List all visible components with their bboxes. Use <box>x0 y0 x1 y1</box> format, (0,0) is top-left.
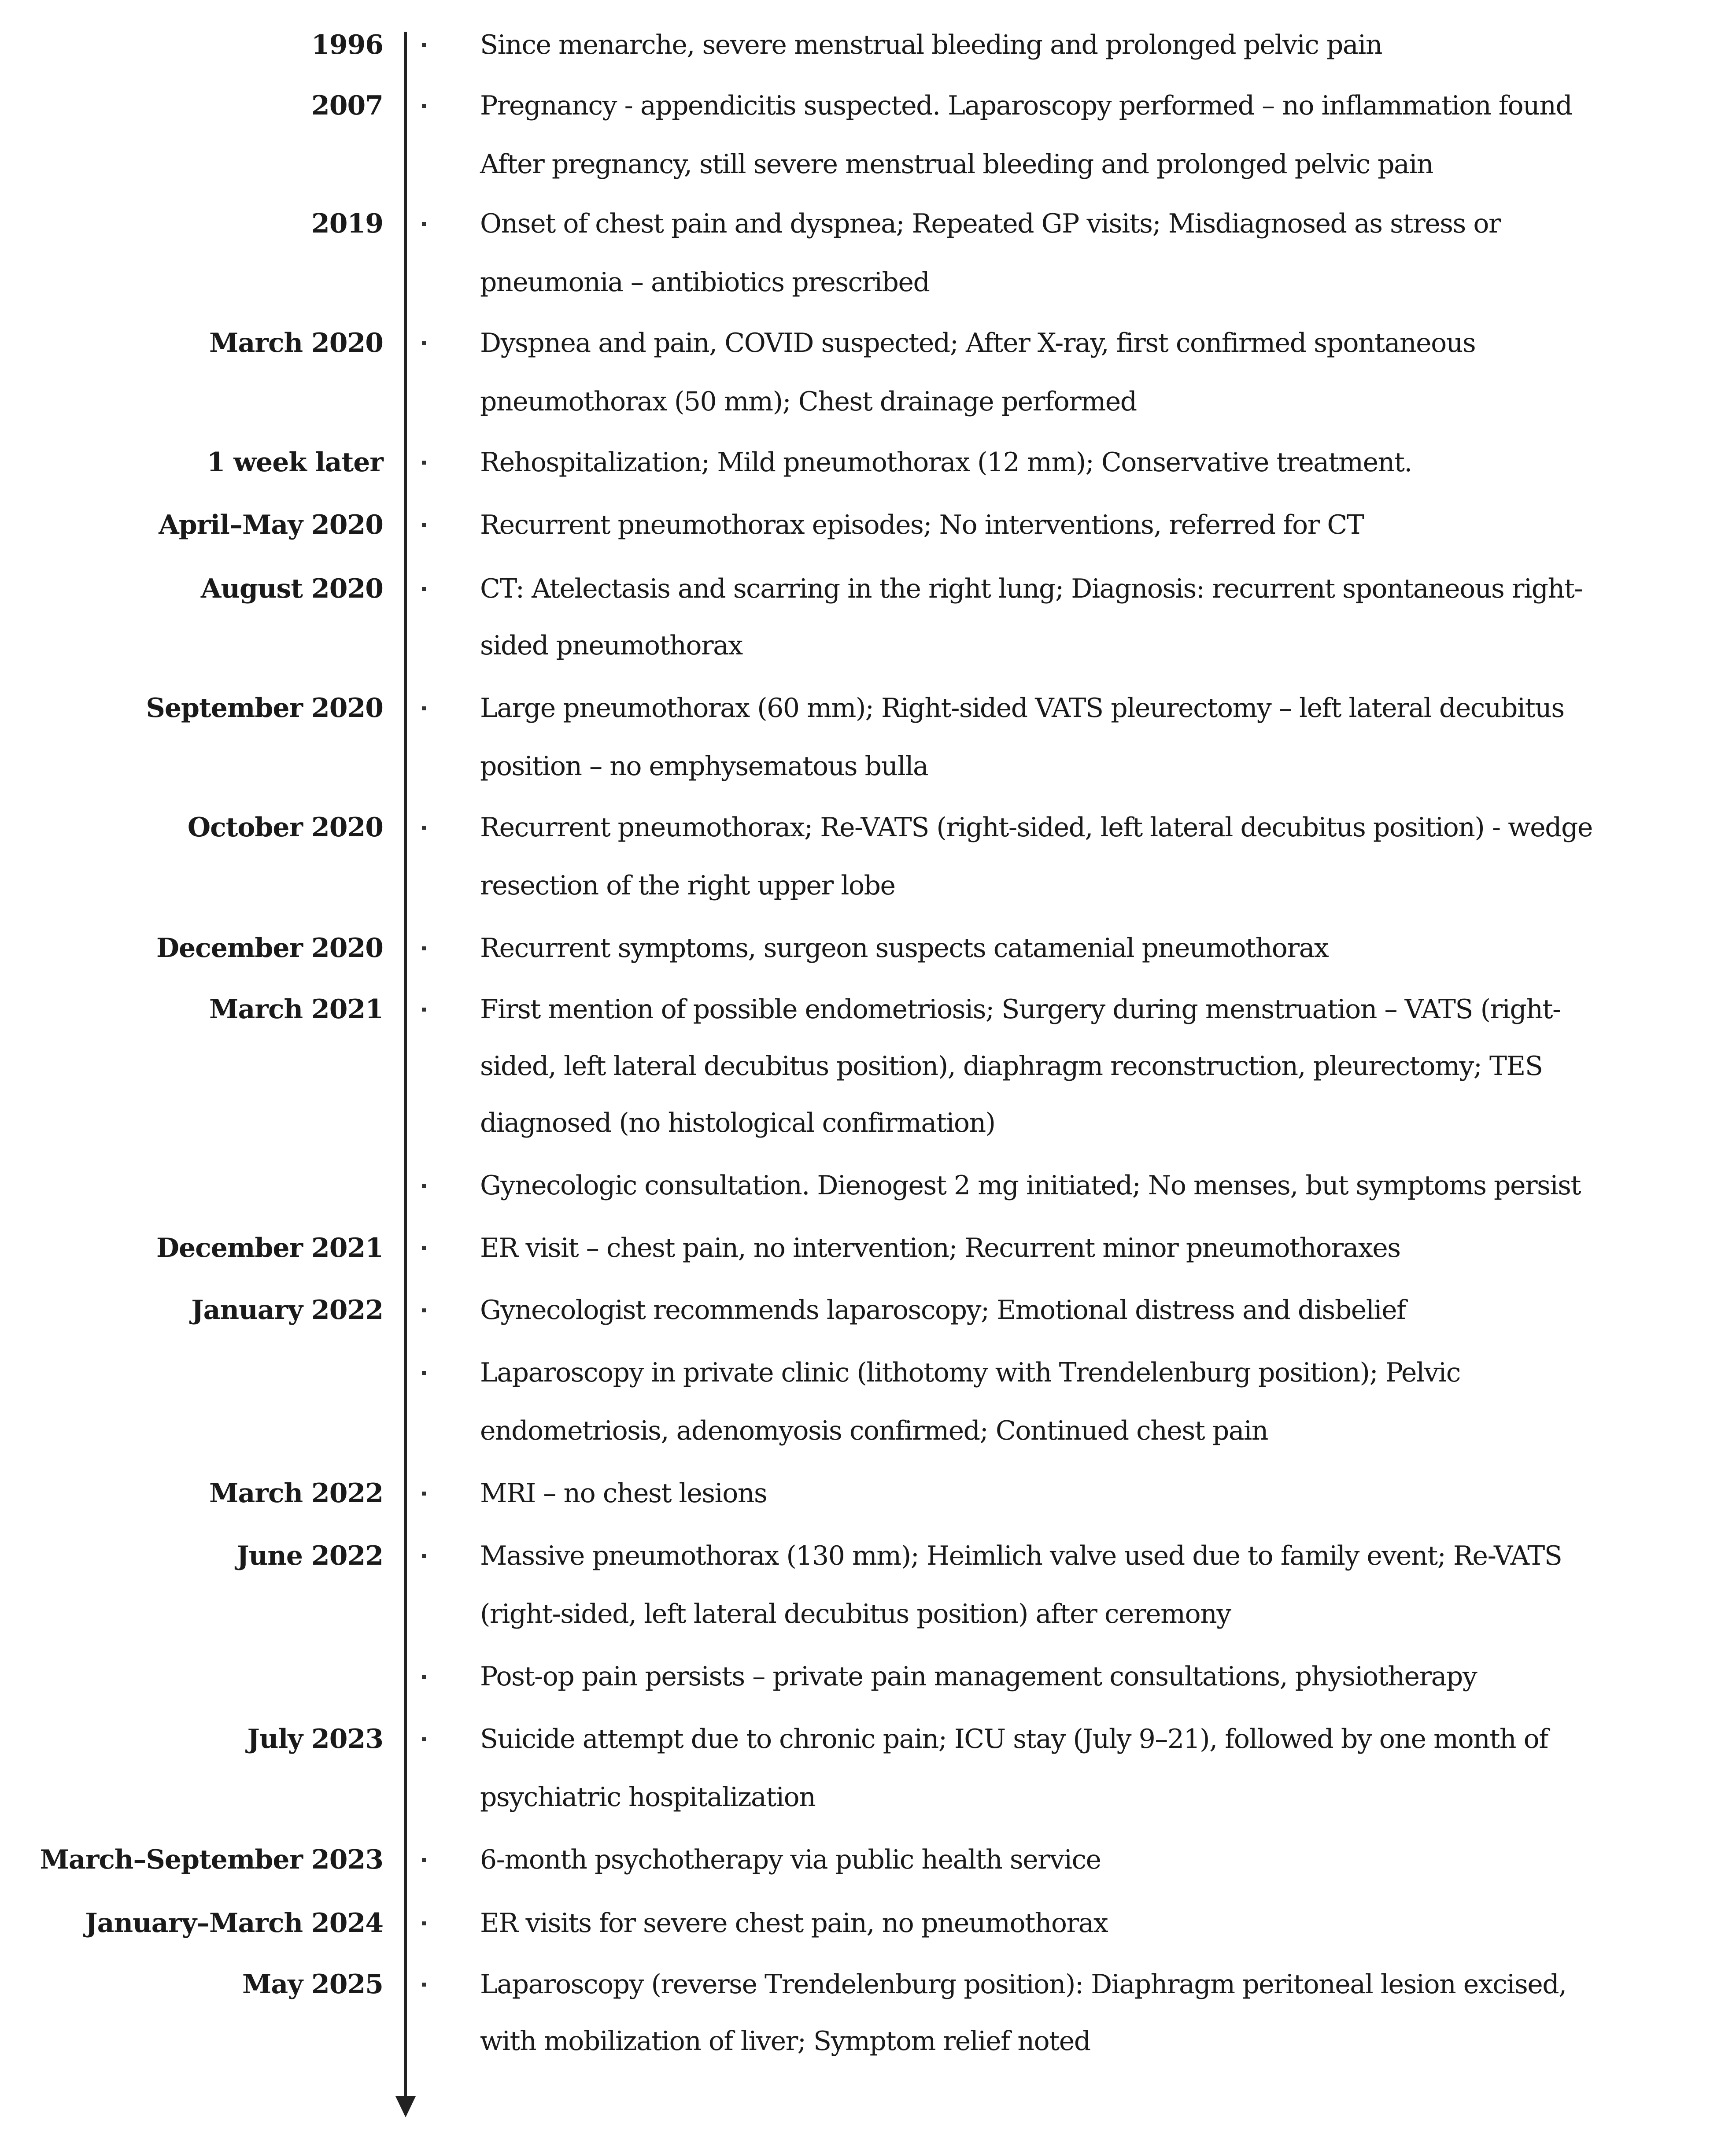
timeline-date: March 2021 <box>209 994 383 1025</box>
timeline-date: August 2020 <box>200 573 383 604</box>
bullet-icon <box>422 1737 426 1741</box>
timeline-event-text: Gynecologic consultation. Dienogest 2 mg initiated; No menses, but symptoms persist <box>480 1170 1581 1201</box>
timeline-date: December 2020 <box>156 933 383 964</box>
bullet-icon <box>422 1371 426 1375</box>
timeline-row <box>0 440 1736 498</box>
timeline-row <box>0 1044 1736 1101</box>
timeline-row <box>0 624 1736 681</box>
bullet-icon <box>422 826 426 830</box>
timeline-event-text: After pregnancy, still severe menstrual bleeding and prolonged pelvic pain <box>480 149 1433 180</box>
timeline-row <box>0 1592 1736 1649</box>
timeline-date: March–September 2023 <box>40 1844 383 1875</box>
timeline-row <box>0 380 1736 437</box>
timeline-date: January 2022 <box>191 1295 383 1326</box>
timeline-row <box>0 864 1736 921</box>
timeline-row <box>0 321 1736 378</box>
timeline-event-text: ER visit – chest pain, no intervention; Recurrent minor pneumothoraxes <box>480 1233 1400 1263</box>
bullet-icon <box>422 1858 426 1862</box>
timeline-event-text: Recurrent symptoms, surgeon suspects catamenial pneumothorax <box>480 933 1329 964</box>
timeline-row <box>0 202 1736 259</box>
bullet-icon <box>422 1675 426 1679</box>
timeline-event-text: position – no emphysematous bulla <box>480 751 928 782</box>
bullet-icon <box>422 1983 426 1987</box>
timeline-event-text: pneumothorax (50 mm); Chest drainage performed <box>480 386 1137 417</box>
timeline-event-text: Laparoscopy (reverse Trendelenburg position): Diaphragm peritoneal lesion excised, <box>480 1969 1566 2000</box>
timeline-row <box>0 2019 1736 2076</box>
timeline-row <box>0 987 1736 1045</box>
timeline-event-text: Since menarche, severe menstrual bleeding and prolonged pelvic pain <box>480 30 1382 60</box>
timeline-event-text: CT: Atelectasis and scarring in the right lung; Diagnosis: recurrent spontaneous right- <box>480 573 1583 604</box>
timeline-event-text: Pregnancy - appendicitis suspected. Laparoscopy performed – no inflammation found <box>480 90 1572 121</box>
timeline-event-text: (right-sided, left lateral decubitus position) after ceremony <box>480 1599 1231 1629</box>
timeline-event-text: Post-op pain persists – private pain management consultations, physiotherapy <box>480 1661 1477 1692</box>
timeline-event-text: Recurrent pneumothorax episodes; No interventions, referred for CT <box>480 510 1364 540</box>
timeline-row <box>0 744 1736 802</box>
bullet-icon <box>422 1008 426 1012</box>
timeline-event-text: Rehospitalization; Mild pneumothorax (12 mm); Conservative treatment. <box>480 447 1412 478</box>
timeline-date: July 2023 <box>247 1724 383 1754</box>
timeline-event-text: Suicide attempt due to chronic pain; ICU stay (July 9–21), followed by one month of <box>480 1724 1548 1754</box>
timeline-row <box>0 260 1736 318</box>
bullet-icon <box>422 706 426 710</box>
timeline-row <box>0 1409 1736 1466</box>
timeline-event-text: resection of the right upper lobe <box>480 870 895 901</box>
timeline-row <box>0 1901 1736 1958</box>
bullet-icon <box>422 1308 426 1312</box>
timeline-row <box>0 1775 1736 1832</box>
bullet-icon <box>422 222 426 226</box>
timeline-row <box>0 926 1736 983</box>
timeline-row <box>0 1471 1736 1529</box>
timeline-event-text: ER visits for severe chest pain, no pneumothorax <box>480 1908 1108 1939</box>
bullet-icon <box>422 1246 426 1250</box>
timeline-date: December 2021 <box>156 1233 383 1263</box>
timeline-event-text: pneumonia – antibiotics prescribed <box>480 267 930 298</box>
timeline-event-text: Massive pneumothorax (130 mm); Heimlich valve used due to family event; Re-VATS <box>480 1540 1562 1571</box>
timeline-event-text: with mobilization of liver; Symptom relief noted <box>480 2026 1090 2057</box>
bullet-icon <box>422 1492 426 1496</box>
timeline-event-text: sided pneumothorax <box>480 630 742 661</box>
timeline-date: May 2025 <box>242 1969 383 2000</box>
bullet-icon <box>422 1184 426 1188</box>
timeline-event-text: MRI – no chest lesions <box>480 1478 767 1509</box>
timeline-event-text: Onset of chest pain and dyspnea; Repeated GP visits; Misdiagnosed as stress or <box>480 208 1501 239</box>
timeline-row <box>0 1534 1736 1591</box>
bullet-icon <box>422 43 426 47</box>
timeline-date: 2007 <box>311 90 383 121</box>
timeline-event-text: Gynecologist recommends laparoscopy; Emotional distress and disbelief <box>480 1295 1406 1326</box>
bullet-icon <box>422 1921 426 1925</box>
timeline-row <box>0 1962 1736 2020</box>
timeline-event-text: endometriosis, adenomyosis confirmed; Continued chest pain <box>480 1415 1268 1446</box>
bullet-icon <box>422 104 426 108</box>
timeline-row <box>0 142 1736 199</box>
timeline-event-text: Large pneumothorax (60 mm); Right-sided VATS pleurectomy – left lateral decubitus <box>480 693 1564 724</box>
arrow-down-icon <box>395 2096 416 2117</box>
bullet-icon <box>422 341 426 345</box>
timeline-row <box>0 567 1736 624</box>
timeline-date: March 2020 <box>209 328 383 358</box>
timeline-row <box>0 1288 1736 1345</box>
timeline-event-text: 6-month psychotherapy via public health service <box>480 1844 1101 1875</box>
timeline-date: March 2022 <box>209 1478 383 1509</box>
bullet-icon <box>422 1554 426 1558</box>
timeline-row <box>0 1163 1736 1221</box>
timeline-row <box>0 503 1736 560</box>
timeline-date: 1 week later <box>207 447 383 478</box>
timeline-row <box>0 805 1736 863</box>
timeline-date: 1996 <box>311 30 383 60</box>
timeline-row <box>0 1351 1736 1408</box>
timeline-event-text: First mention of possible endometriosis; Surgery during menstruation – VATS (right- <box>480 994 1561 1025</box>
timeline-event-text: sided, left lateral decubitus position), diaphragm reconstruction, pleurectomy; TES <box>480 1051 1543 1082</box>
timeline-date: January–March 2024 <box>85 1908 383 1939</box>
timeline-date: June 2022 <box>236 1540 383 1571</box>
timeline-row <box>0 84 1736 141</box>
timeline-event-text: psychiatric hospitalization <box>480 1782 816 1813</box>
timeline-row <box>0 23 1736 80</box>
timeline-row <box>0 1226 1736 1283</box>
timeline-row <box>0 1838 1736 1895</box>
timeline-date: October 2020 <box>187 812 383 843</box>
bullet-icon <box>422 946 426 950</box>
timeline-event-text: Dyspnea and pain, COVID suspected; After X-ray, first confirmed spontaneous <box>480 328 1476 358</box>
timeline-date: 2019 <box>311 208 383 239</box>
timeline-row <box>0 1717 1736 1774</box>
timeline-row <box>0 686 1736 743</box>
bullet-icon <box>422 523 426 527</box>
timeline-row <box>0 1655 1736 1712</box>
timeline-event-text: Recurrent pneumothorax; Re-VATS (right-sided, left lateral decubitus position) - wedge <box>480 812 1592 843</box>
timeline-event-text: diagnosed (no histological confirmation) <box>480 1108 995 1138</box>
timeline-date: September 2020 <box>146 693 383 724</box>
timeline-row <box>0 1101 1736 1158</box>
timeline-event-text: Laparoscopy in private clinic (lithotomy with Trendelenburg position); Pelvic <box>480 1357 1460 1388</box>
bullet-icon <box>422 461 426 465</box>
timeline-date: April–May 2020 <box>159 510 383 540</box>
bullet-icon <box>422 587 426 591</box>
